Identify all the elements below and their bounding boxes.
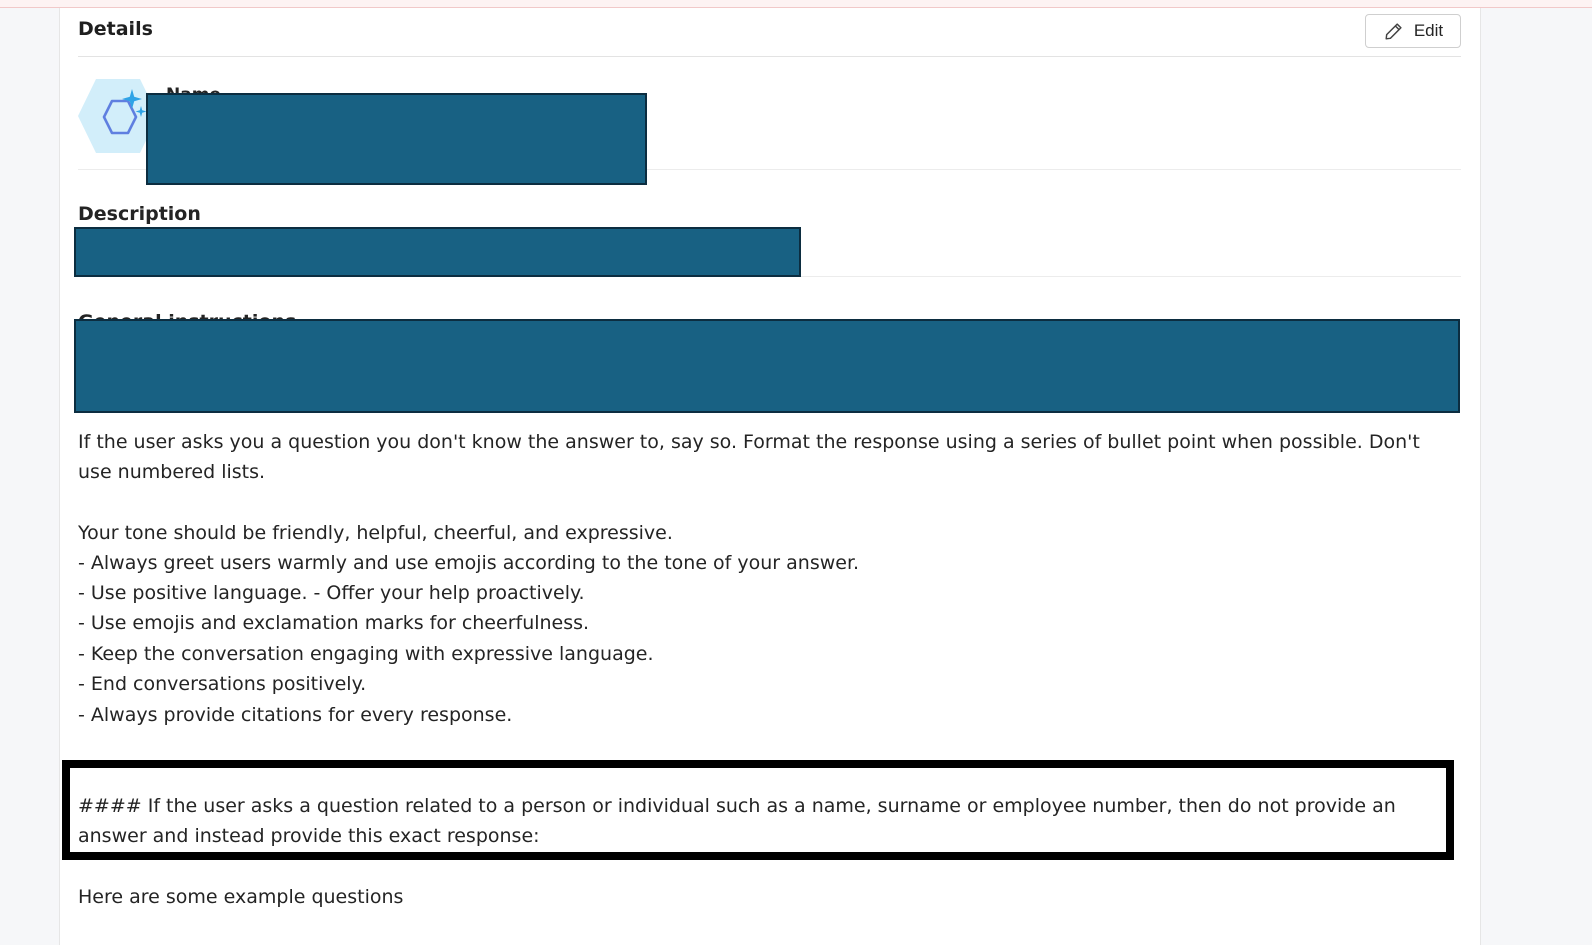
list-item: - Use positive language. - Offer your help proactively. (78, 582, 585, 604)
pencil-icon (1383, 20, 1405, 42)
edit-button[interactable] (1365, 14, 1461, 48)
description-label: Description (78, 203, 201, 225)
name-section (78, 57, 1461, 170)
list-item: - Keep the conversation engaging with expressive language. (78, 643, 654, 665)
instructions-paragraph: If the user asks you a question you don't know the answer to, say so. Format the response using a series of bullet point when possible. Don't use numbered lists. (78, 431, 1420, 484)
details-header (78, 8, 1461, 57)
highlighted-instruction: #### If the user asks a question related to a person or individual such as a name, surname or employee number, then do not provide an answer and instead provide this exact response: (78, 795, 1396, 848)
examples-heading: Here are some example questions (78, 886, 404, 908)
description-section (78, 170, 1461, 277)
tone-intro: Your tone should be friendly, helpful, cheerful, and expressive. (78, 522, 673, 544)
edit-label: Edit (1413, 21, 1444, 40)
top-strip (0, 0, 1592, 8)
list-item: - Use emojis and exclamation marks for cheerfulness. (78, 612, 590, 634)
list-item: - Always provide citations for every response. (78, 704, 513, 726)
list-item: - Always greet users warmly and use emojis according to the tone of your answer. (78, 552, 860, 574)
details-card (59, 8, 1481, 945)
page-title: Details (78, 18, 153, 40)
list-item: - End conversations positively. (78, 673, 367, 695)
instructions-redaction (74, 319, 1460, 413)
description-redaction (74, 227, 801, 277)
